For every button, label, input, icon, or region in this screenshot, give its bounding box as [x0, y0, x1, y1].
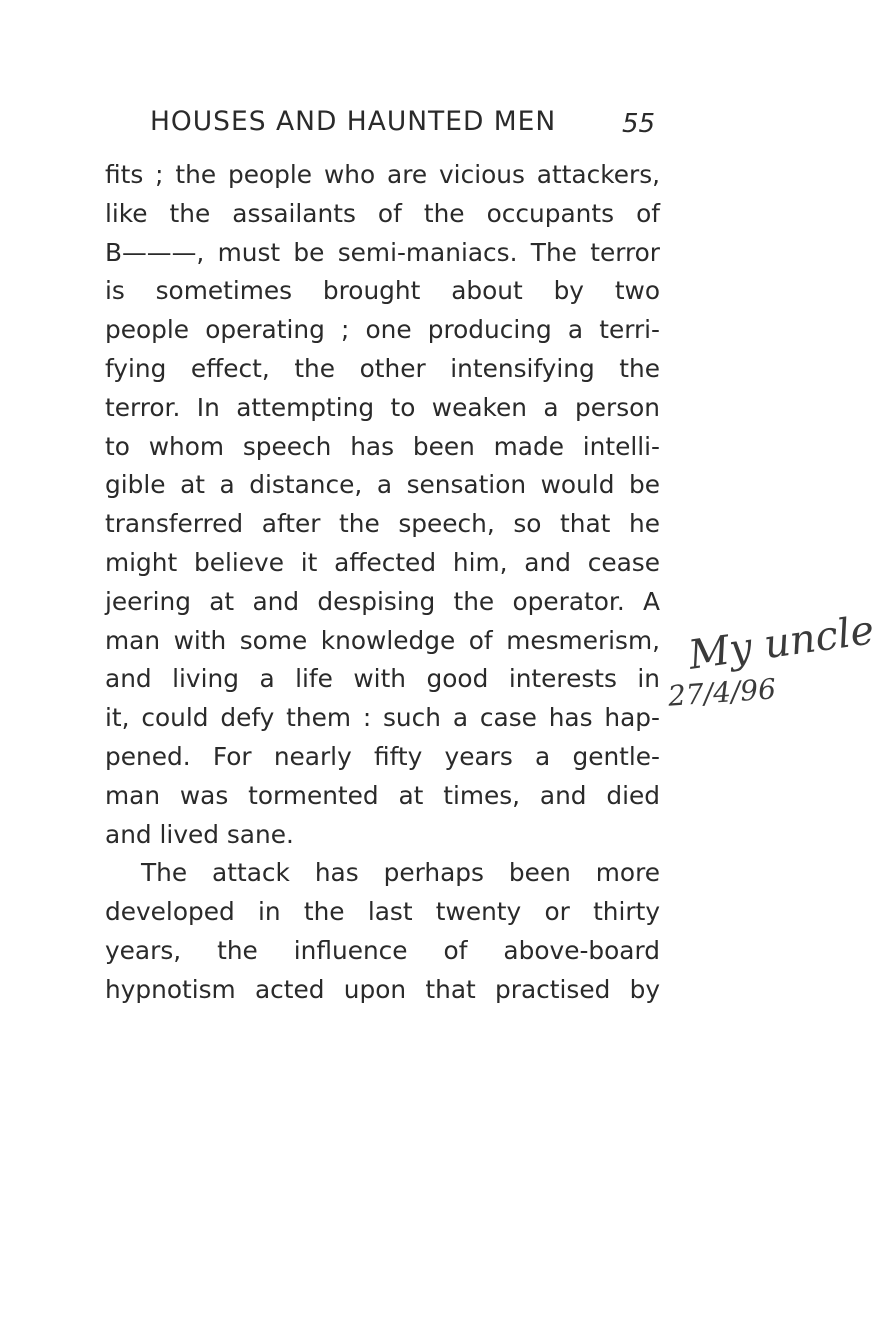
page-number: 55: [622, 109, 656, 139]
text-line: might believe it affected him, and cease: [105, 547, 660, 577]
text-line-paragraph-end: and lived sane.: [105, 819, 294, 849]
running-head: HOUSES AND HAUNTED MEN: [150, 106, 557, 137]
text-line: and living a life with good interests in: [105, 664, 660, 694]
text-line: man was tormented at times, and died: [105, 780, 660, 810]
text-line: jeering at and despising the operator. A: [105, 586, 660, 616]
handwritten-margin-date: 27/4/96: [666, 672, 777, 713]
text-line: pened. For nearly fifty years a gentle-: [105, 741, 660, 771]
body-text: [105, 156, 660, 1010]
text-line: gible at a distance, a sensation would be: [105, 470, 660, 500]
text-line: fying effect, the other intensifying the: [105, 353, 660, 383]
handwritten-margin-note: My uncle: [685, 607, 877, 679]
text-line: years, the influence of above-board: [105, 935, 660, 965]
text-line: transferred after the speech, so that he: [105, 509, 660, 539]
text-line: hypnotism acted upon that practised by: [105, 974, 660, 1004]
text-line: like the assailants of the occupants of: [105, 198, 660, 228]
text-line: fits ; the people who are vicious attackers,: [105, 160, 660, 189]
text-line: to whom speech has been made intelli-: [105, 431, 660, 461]
text-line: terror. In attempting to weaken a person: [105, 392, 660, 422]
text-line-paragraph-start: The attack has perhaps been more: [141, 858, 660, 888]
text-line: developed in the last twenty or thirty: [105, 897, 660, 927]
text-line: B———, must be semi-maniacs. The terror: [105, 237, 660, 267]
text-line: is sometimes brought about by two: [105, 276, 660, 306]
text-line: it, could defy them : such a case has hap-: [105, 703, 660, 733]
text-line: man with some knowledge of mesmerism,: [105, 625, 660, 655]
text-line: people operating ; one producing a terri-: [105, 315, 660, 345]
